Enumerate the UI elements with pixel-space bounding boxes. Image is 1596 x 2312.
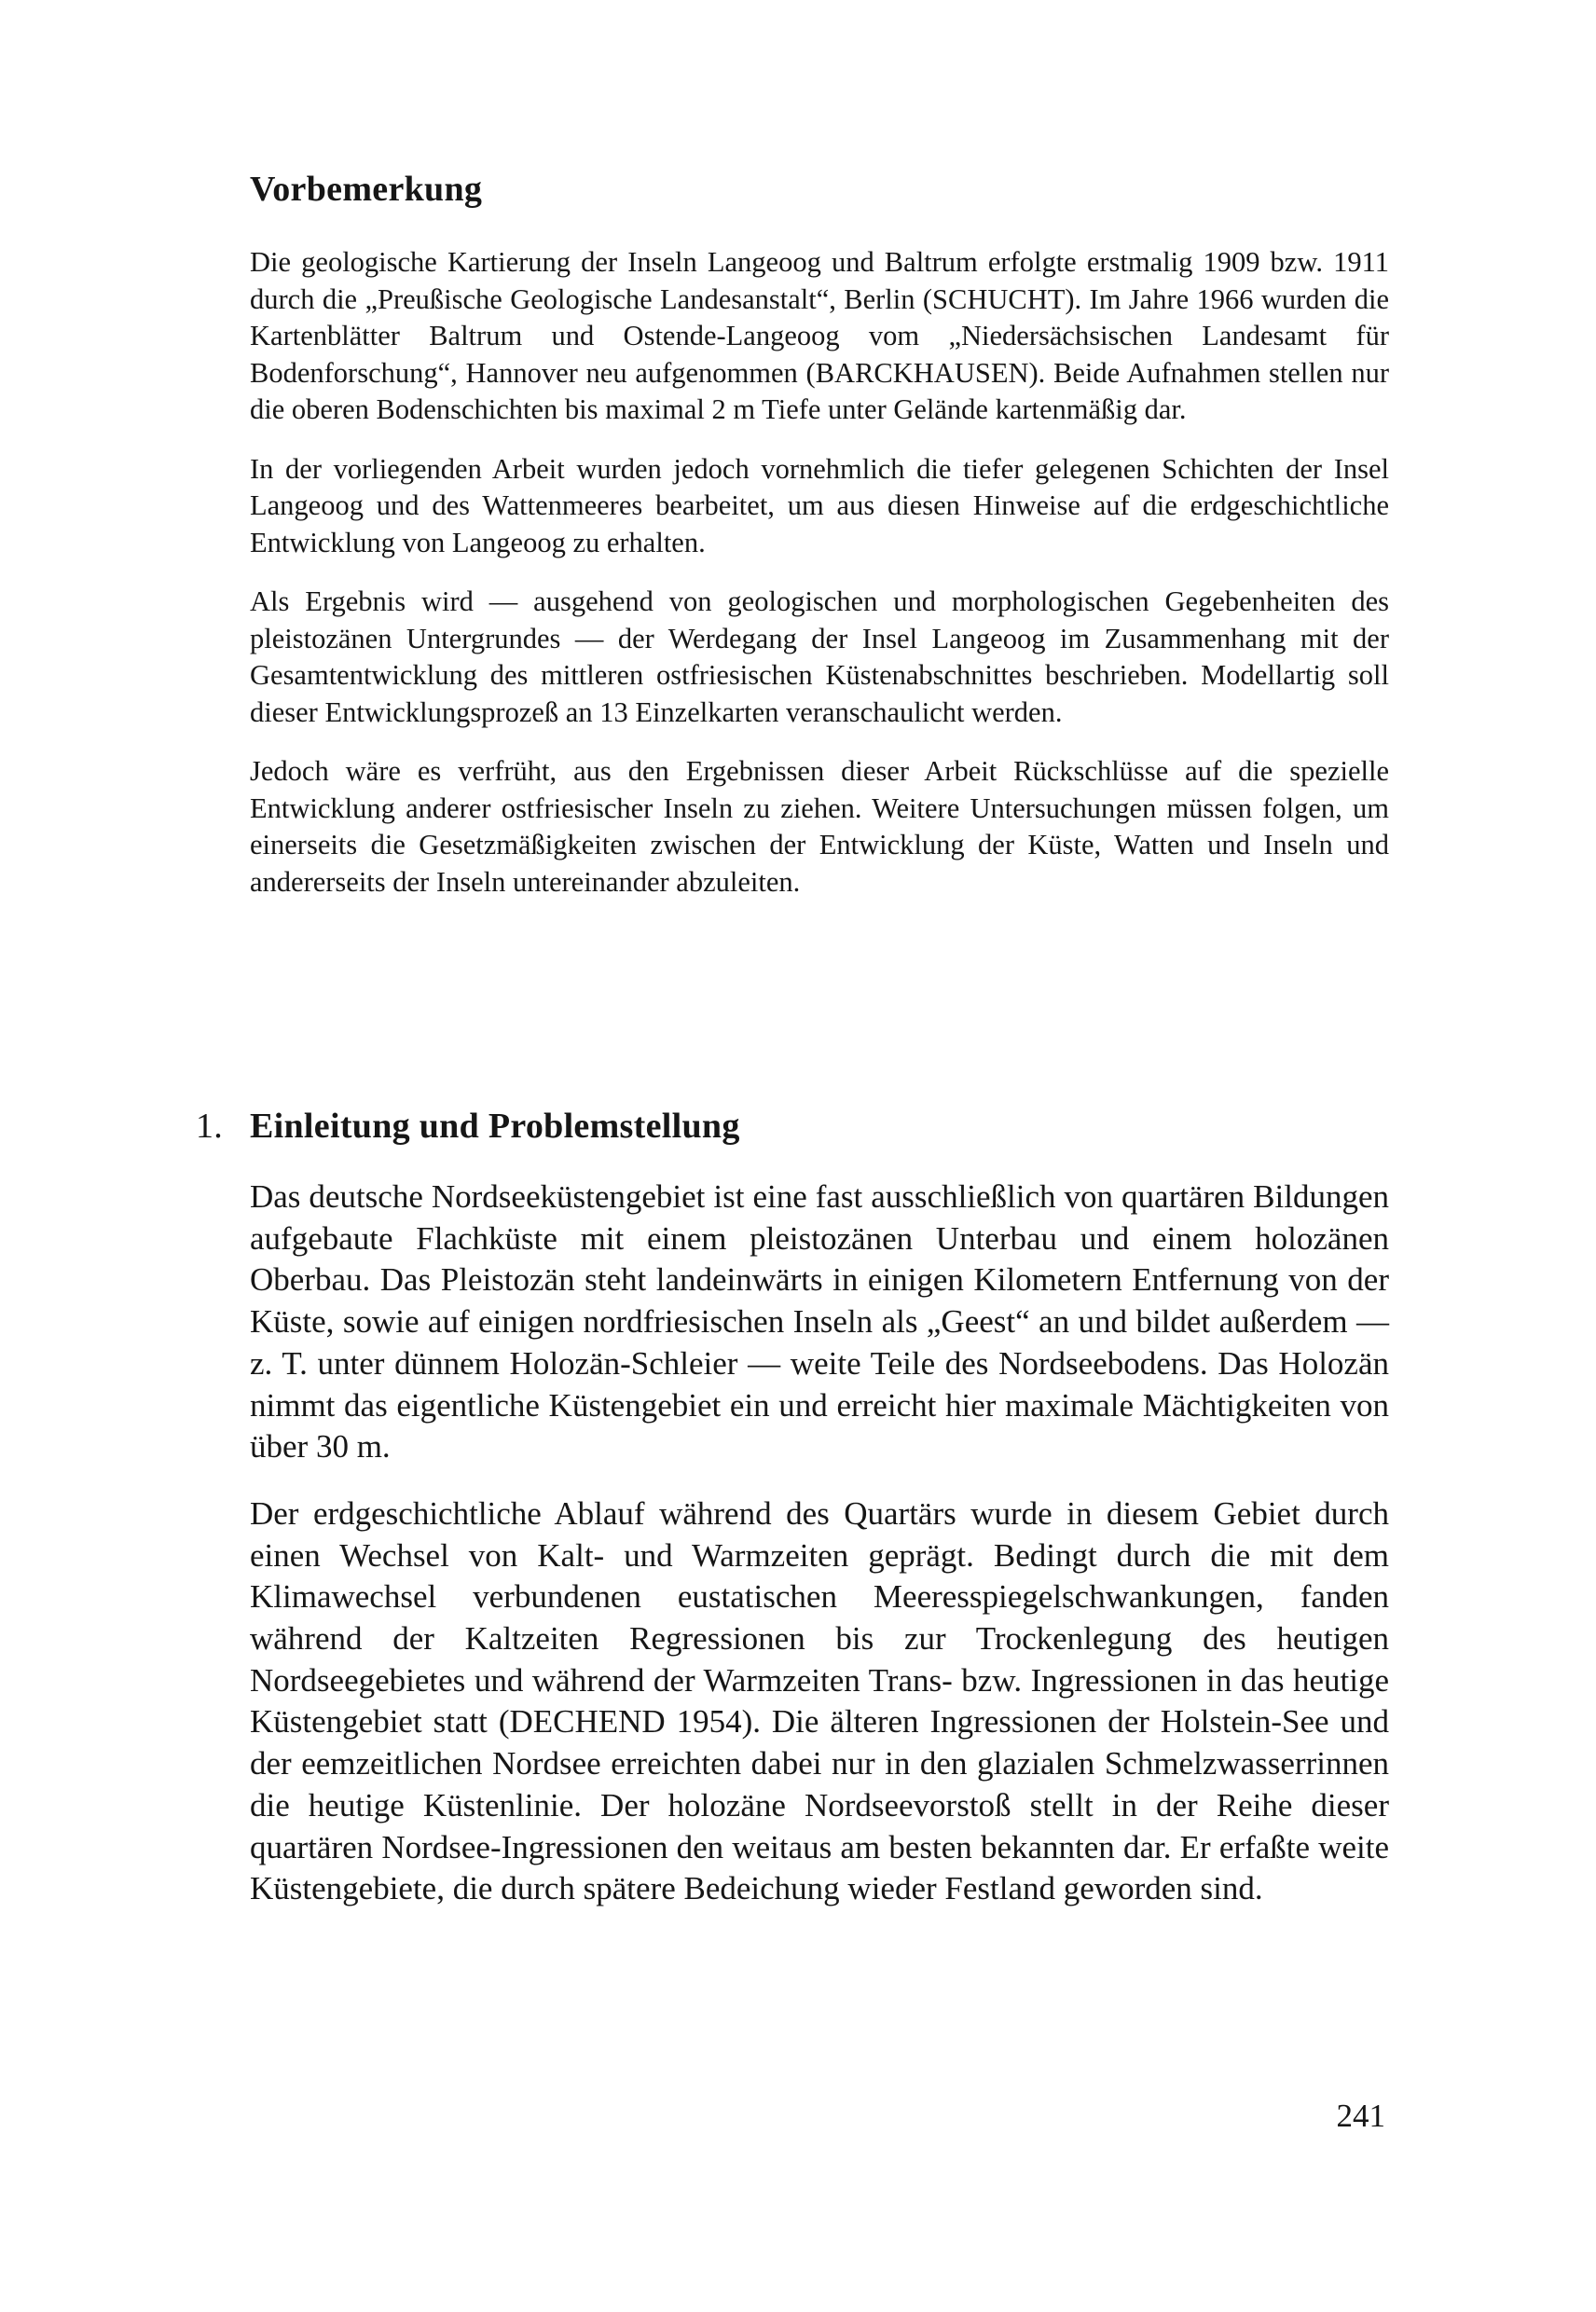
preface-heading: Vorbemerkung bbox=[250, 170, 483, 209]
section-number: 1. bbox=[196, 1107, 224, 1146]
preface-paragraph: Jedoch wäre es verfrüht, aus den Ergebnissen dieser Arbeit Rückschlüsse auf die spezielle Entwicklung anderer ostfriesischer Inseln zu ziehen. Weitere Untersuchungen müssen folgen, um einerseits die Gesetzmäßigkeiten zwischen der Entwicklung der Küste, Watten und Inseln und andererseits der Inseln untereinander abzuleiten. bbox=[250, 755, 1389, 898]
section-paragraph: Das deutsche Nordseeküstengebiet ist eine fast ausschließlich von quartären Bildungen aufgebaute Flachküste mit einem pleistozänen Unterbau und einem holozänen Oberbau. Das Pleistozän steht landeinwärts in einigen Kilometern Entfernung von der Küste, sowie auf einigen nordfriesischen Inseln als „Geest“ an und bildet außerdem — z. T. unter dünnem Holozän-Schleier — weite Teile des Nordseebodens. Das Holozän nimmt das eigentliche Küstengebiet ein und erreicht hier maximale Mächtigkeiten von über 30 m. bbox=[250, 1178, 1389, 1466]
preface-paragraph: In der vorliegenden Arbeit wurden jedoch vornehmlich die tiefer gelegenen Schichten der Insel Langeoog und des Wattenmeeres bearbeitet, um aus diesen Hinweise auf die erdgeschichtliche Entwicklung von Langeoog zu erhalten. bbox=[250, 452, 1389, 558]
section-title: Einleitung und Problemstellung bbox=[250, 1107, 740, 1146]
section-paragraph: Der erdgeschichtliche Ablauf während des Quartärs wurde in diesem Gebiet durch einen Wechsel von Kalt- und Warmzeiten geprägt. Bedingt durch die mit dem Klimawechsel verbundenen eustatischen Meeresspiegelschwankungen, fanden während der Kaltzeiten Regressionen bis zur Trockenlegung des heutigen Nordseegebietes und während der Warmzeiten Trans- bzw. Ingressionen in das heutige Küstengebiet statt (DECHEND 1954). Die älteren Ingressionen der Holstein-See und der eemzeitlichen Nordsee erreichten dabei nur in den glazialen Schmelzwasserrinnen die heutige Küstenlinie. Der holozäne Nordseevorstoß stellt in der Reihe dieser quartären Nordsee-Ingressionen den weitaus am besten bekannten dar. Er erfaßte weite Küstengebiete, die durch spätere Bedeichung wieder Festland geworden sind. bbox=[250, 1494, 1389, 1907]
section-heading bbox=[196, 1105, 740, 1148]
page-number: 241 bbox=[1336, 2098, 1385, 2134]
preface-paragraph: Als Ergebnis wird — ausgehend von geologischen und morphologischen Gegebenheiten des pleistozänen Untergrundes — der Werdegang der Insel Langeoog im Zusammenhang mit der Gesamtentwicklung des mittleren ostfriesischen Küstenabschnittes beschrieben. Modellartig soll dieser Entwicklungsprozeß an 13 Einzelkarten veranschaulicht werden. bbox=[250, 585, 1389, 728]
preface-body bbox=[250, 244, 1389, 923]
section-body bbox=[250, 1177, 1389, 1935]
preface-paragraph: Die geologische Kartierung der Inseln Langeoog und Baltrum erfolgte erstmalig 1909 bzw. 1911 durch die „Preußische Geologische Landesanstalt“, Berlin (SCHUCHT). Im Jahre 1966 wurden die Kartenblätter Baltrum und Ostende-Langeoog vom „Niedersächsischen Landesamt für Bodenforschung“, Hannover neu aufgenommen (BARCKHAUSEN). Beide Aufnahmen stellen nur die oberen Bodenschichten bis maximal 2 m Tiefe unter Gelände kartenmäßig dar. bbox=[250, 246, 1389, 425]
